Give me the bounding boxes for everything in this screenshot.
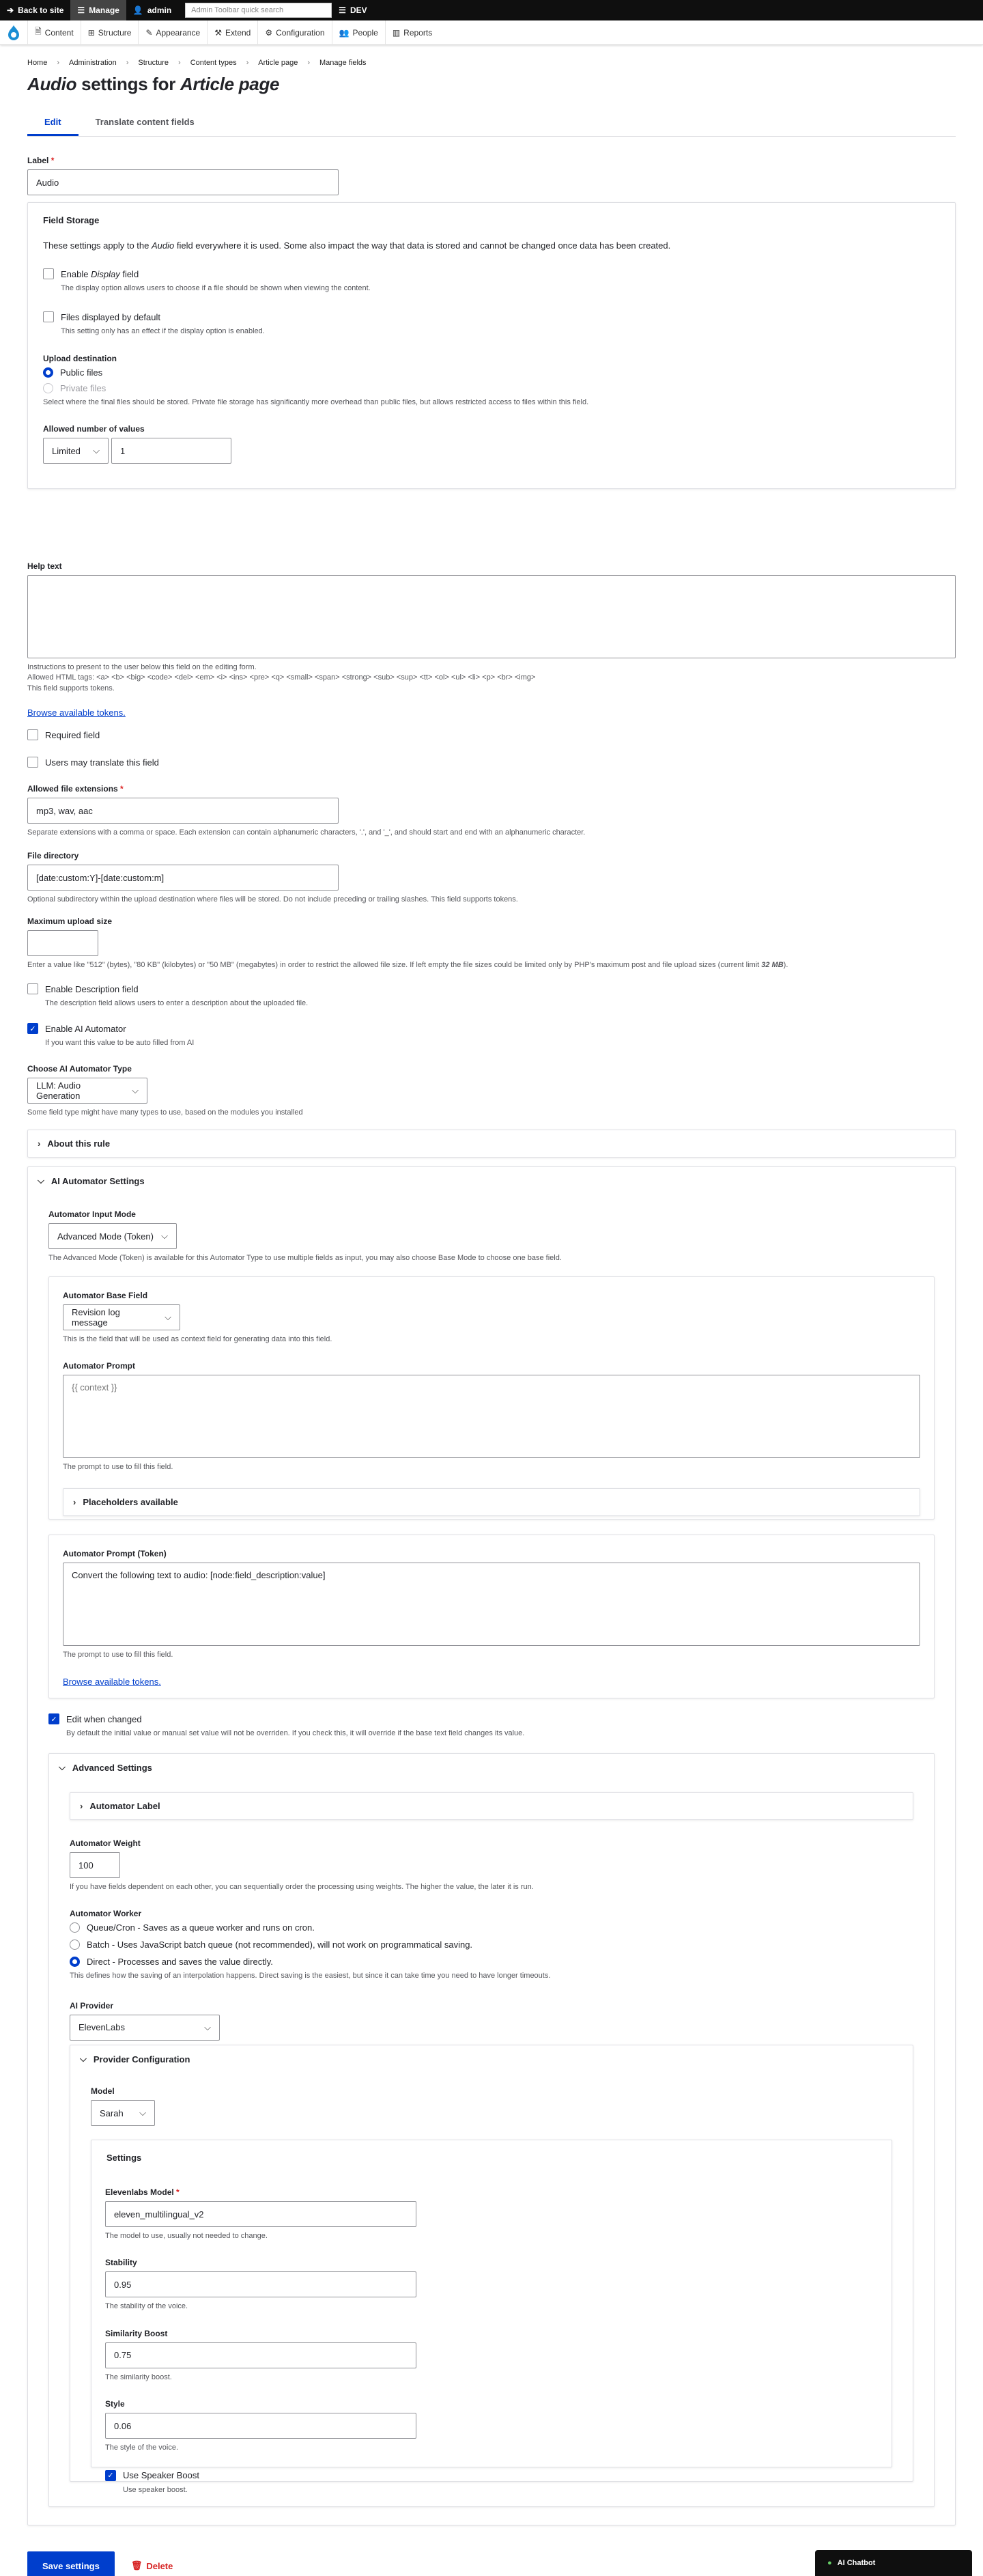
drupal-logo-icon[interactable] (0, 20, 27, 45)
weight-desc: If you have fields dependent on each other, you can sequentially order the processing using weights. The higher the value, the later it is run. (70, 1883, 534, 1891)
breadcrumb-administration[interactable]: Administration (69, 59, 117, 67)
radio-private-files[interactable]: Private files (43, 383, 940, 393)
required-field-checkbox[interactable]: Required field (27, 729, 100, 740)
style-input[interactable]: 0.06 (105, 2413, 416, 2439)
token-prompt-textarea[interactable]: Convert the following text to audio: [node:field_description:value] (63, 1563, 920, 1646)
cardinality-select[interactable]: Limited ⌵ (43, 438, 109, 464)
radio-button[interactable] (70, 1957, 80, 1967)
chat-icon: ● (827, 2559, 832, 2567)
menu-reports[interactable]: ▥ Reports (385, 20, 439, 45)
worker-desc: This defines how the saving of an interpolation happens. Direct saving is the easiest, but since it can take time you need to have longer timeouts. (70, 1972, 551, 1980)
chevron-right-icon: › (38, 1138, 41, 1149)
token-mode-fieldset (48, 1535, 935, 1698)
allowed-number-label: Allowed number of values (43, 424, 145, 434)
chevron-down-icon: ⌵ (165, 1312, 171, 1322)
breadcrumb-structure[interactable]: Structure (138, 59, 169, 67)
enable-display-checkbox[interactable]: Enable Display field (43, 268, 940, 279)
user-tab[interactable]: 👤 admin (132, 5, 172, 15)
user-icon: 👤 (132, 5, 143, 15)
model-select[interactable]: Sarah ⌵ (91, 2100, 155, 2126)
back-to-site-link[interactable]: ➔ Back to site (7, 5, 64, 15)
placeholders-details[interactable]: › Placeholders available (63, 1488, 920, 1516)
file-directory-label: File directory (27, 851, 79, 860)
breadcrumb-separator: › (57, 59, 60, 67)
base-field-desc: This is the field that will be used as context field for generating data into this field. (63, 1335, 332, 1343)
provider-select[interactable]: ElevenLabs ⌵ (70, 2015, 220, 2041)
checkmark-icon[interactable]: ✓ (48, 1713, 59, 1724)
base-field-select[interactable]: Revision log message ⌵ (63, 1304, 180, 1330)
max-upload-label: Maximum upload size (27, 916, 113, 926)
menu-structure[interactable]: ⊞ Structure (81, 20, 139, 45)
field-storage-intro: These settings apply to the Audio field everywhere it is used. Some also impact the way that data is stored and cannot be changed once data has been created. (43, 240, 671, 251)
displayed-default-checkbox[interactable]: Files displayed by default (43, 311, 940, 322)
upload-destination-desc: Select where the final files should be stored. Private file storage has significantly more overhead than public files, but allows restricted access to files within this field. (43, 397, 589, 406)
speaker-boost-desc: Use speaker boost. (123, 2485, 188, 2494)
base-field-label: Automator Base Field (63, 1291, 148, 1300)
breadcrumb-manage-fields[interactable]: Manage fields (319, 59, 367, 67)
hamburger-icon: ☰ (77, 5, 85, 15)
help-text-label: Help text (27, 561, 62, 571)
appearance-icon: ✎ (145, 27, 153, 38)
menu-extend[interactable]: ⚒ Extend (207, 20, 257, 45)
base-mode-fieldset (48, 1276, 935, 1520)
admin-toolbar (0, 0, 983, 20)
model-label: Model (91, 2086, 115, 2096)
configuration-icon: ⚙ (265, 27, 273, 38)
similarity-desc: The similarity boost. (105, 2372, 172, 2381)
ai-type-label: Choose AI Automator Type (27, 1064, 132, 1074)
menu-people[interactable]: 👥 People (332, 20, 385, 45)
save-settings-button[interactable]: Save settings (27, 2551, 115, 2576)
advanced-settings-details (48, 1753, 935, 2507)
page-tabs (27, 110, 956, 137)
prompt-label: Automator Prompt (63, 1361, 135, 1371)
extensions-label: Allowed file extensions * (27, 784, 124, 794)
extend-icon: ⚒ (214, 27, 222, 38)
input-mode-desc: The Advanced Mode (Token) is available for this Automator Type to use multiple fields as input, you may also choose Base Mode to choose one base field. (48, 1254, 562, 1262)
radio-public-files[interactable]: Public files (43, 367, 940, 378)
stability-label: Stability (105, 2258, 137, 2268)
style-label: Style (105, 2399, 125, 2409)
browse-tokens-link[interactable]: Browse available tokens. (27, 708, 126, 718)
admin-menu-bar (0, 20, 983, 45)
stability-input[interactable]: 0.95 (105, 2271, 416, 2297)
chevron-down-icon: ⌵ (161, 1231, 168, 1241)
checkbox-box[interactable] (27, 983, 38, 994)
manage-tab[interactable]: ☰ Manage (70, 0, 126, 20)
prompt-textarea[interactable]: {{ context }} (63, 1375, 920, 1458)
chevron-down-icon: ⌵ (132, 1085, 139, 1095)
ai-automator-settings-summary[interactable]: ⌵ AI Automator Settings (38, 1175, 145, 1186)
token-browse-link[interactable]: Browse available tokens. (63, 1677, 161, 1688)
label-input[interactable]: Audio (27, 169, 339, 195)
breadcrumb-separator: › (246, 59, 249, 67)
radio-button[interactable] (43, 383, 53, 393)
breadcrumb-content-types[interactable]: Content types (190, 59, 237, 67)
menu-content[interactable]: 🗎 Content (27, 20, 81, 45)
chevron-right-icon: › (80, 1801, 83, 1811)
chevron-down-icon: ⌵ (80, 2054, 87, 2064)
page-title: Audio settings for Article page (27, 74, 280, 94)
advanced-settings-summary[interactable]: ⌵ Advanced Settings (59, 1762, 152, 1773)
enable-ai-automator-desc: If you want this value to be auto filled from AI (45, 1039, 195, 1047)
provider-configuration-details (70, 2045, 913, 2494)
elevenlabs-model-input[interactable]: eleven_multilingual_v2 (105, 2201, 416, 2227)
edit-when-changed-desc: By default the initial value or manual set value will not be overriden. If you check this, it will override if the base text field changes its value. (66, 1729, 525, 1737)
provider-label: AI Provider (70, 2000, 114, 2011)
checkbox-box[interactable] (27, 729, 38, 740)
provider-configuration-summary[interactable]: ⌵ Provider Configuration (80, 2054, 190, 2064)
people-icon: 👥 (339, 27, 350, 38)
radio-worker-batch[interactable]: Batch - Uses JavaScript batch queue (not recommended), will not work on programmatical saving. (70, 1940, 913, 1950)
cardinality-number-input[interactable]: 1 (111, 438, 231, 464)
weight-input[interactable]: 100 (70, 1852, 120, 1878)
label-field-label: Label * (27, 156, 55, 165)
radio-button[interactable] (70, 1940, 80, 1950)
checkbox-box[interactable] (27, 757, 38, 768)
similarity-label: Similarity Boost (105, 2328, 168, 2338)
radio-button[interactable] (43, 367, 53, 378)
enable-ai-automator-checkbox[interactable]: ✓ Enable AI Automator (27, 1023, 194, 1034)
chevron-right-icon: › (73, 1496, 76, 1507)
chevron-down-icon: ⌵ (38, 1175, 44, 1186)
style-desc: The style of the voice. (105, 2444, 178, 2452)
tab-translate[interactable]: Translate content fields (95, 117, 195, 127)
breadcrumb-home[interactable]: Home (27, 59, 48, 67)
checkmark-icon[interactable]: ✓ (105, 2470, 116, 2481)
similarity-input[interactable]: 0.75 (105, 2342, 416, 2368)
env-indicator[interactable]: ☰ DEV (339, 5, 367, 15)
breadcrumb-separator: › (307, 59, 311, 67)
token-prompt-label: Automator Prompt (Token) (63, 1549, 167, 1558)
translate-checkbox[interactable]: Users may translate this field (27, 757, 159, 768)
worker-label: Automator Worker (70, 1909, 142, 1919)
toolbar-search-input[interactable]: Admin Toolbar quick search (185, 3, 332, 18)
settings-title: Settings (106, 2153, 142, 2163)
chevron-down-icon: ⌵ (139, 2108, 146, 2118)
enable-description-desc: The description field allows users to enter a description about the uploaded file. (45, 999, 309, 1007)
breadcrumb (27, 59, 956, 67)
upload-destination-label: Upload destination (43, 353, 117, 363)
elevenlabs-model-desc: The model to use, usually not needed to change. (105, 2232, 268, 2240)
breadcrumb-separator: › (178, 59, 181, 67)
back-arrow-icon: ➔ (7, 5, 14, 15)
help-text-desc: Instructions to present to the user below this field on the editing form. Allowed HTML tags: <a> <b> <big> <code> <del> <em> <i> <ins> <pre> <q> <small> <span> <strong> <sub> <sup> <tt> <ol> <ul> <li> <p> <br> <img> This field supports tokens. (27, 663, 536, 692)
trash-icon: 🗑 (130, 2560, 143, 2571)
extensions-input[interactable]: mp3, wav, aac (27, 798, 339, 824)
max-upload-input[interactable] (27, 930, 98, 956)
radio-worker-direct[interactable]: Direct - Processes and saves the value directly. (70, 1957, 913, 1967)
extensions-desc: Separate extensions with a comma or space. Each extension can contain alphanumeric characters, '.', and '_', and should start and end with an alphanumeric character. (27, 828, 586, 837)
speaker-boost-checkbox[interactable]: ✓ Use Speaker Boost (105, 2470, 878, 2481)
weight-label: Automator Weight (70, 1838, 141, 1848)
token-prompt-desc: The prompt to use to fill this field. (63, 1651, 173, 1659)
input-mode-select[interactable]: Advanced Mode (Token) ⌵ (48, 1223, 177, 1249)
breadcrumb-separator: › (126, 59, 129, 67)
menu-configuration[interactable]: ⚙ Configuration (257, 20, 331, 45)
radio-worker-queue[interactable]: Queue/Cron - Saves as a queue worker and runs on cron. (70, 1922, 913, 1933)
reports-icon: ▥ (392, 27, 401, 38)
checkbox-box[interactable] (43, 268, 54, 279)
edit-when-changed-checkbox[interactable]: ✓ Edit when changed (48, 1713, 524, 1724)
checkbox-box[interactable] (43, 311, 54, 322)
file-directory-input[interactable]: [date:custom:Y]-[date:custom:m] (27, 865, 339, 891)
breadcrumb-article-page[interactable]: Article page (258, 59, 298, 67)
elevenlabs-model-label: Elevenlabs Model * (105, 2187, 180, 2197)
radio-button[interactable] (70, 1922, 80, 1933)
about-this-rule-details[interactable]: › About this rule (27, 1130, 956, 1158)
settings-fieldset (91, 2140, 892, 2494)
menu-appearance[interactable]: ✎ Appearance (138, 20, 207, 45)
checkmark-icon[interactable]: ✓ (27, 1023, 38, 1034)
displayed-default-desc: This setting only has an effect if the display option is enabled. (61, 327, 265, 336)
ai-type-select[interactable]: LLM: Audio Generation ⌵ (27, 1078, 147, 1104)
content-icon: 🗎 (35, 27, 42, 36)
ai-type-desc: Some field type might have many types to use, based on the modules you installed (27, 1108, 303, 1117)
chevron-down-icon: ⌵ (59, 1762, 66, 1772)
field-storage-fieldset (27, 202, 956, 489)
automator-label-details[interactable]: › Automator Label (70, 1792, 913, 1820)
max-upload-desc: Enter a value like "512" (bytes), "80 KB" (kilobytes) or "50 MB" (megabytes) in order to restrict the allowed file size. If left empty the file sizes could be limited only by PHP's maximum post and file upload sizes (current limit 32 MB). (27, 961, 788, 969)
file-directory-desc: Optional subdirectory within the upload destination where files will be stored. Do not include preceding or trailing slashes. This field supports tokens. (27, 895, 518, 904)
tab-edit[interactable]: Edit (27, 110, 79, 136)
help-text-textarea[interactable] (27, 575, 956, 658)
enable-display-desc: The display option allows users to choose if a file should be shown when viewing the content. (61, 284, 371, 292)
prompt-desc: The prompt to use to fill this field. (63, 1463, 173, 1472)
ai-chatbot-button[interactable]: ● AI Chatbot (815, 2550, 972, 2576)
chevron-down-icon: ⌵ (204, 2021, 211, 2032)
enable-description-checkbox[interactable]: Enable Description field (27, 983, 308, 994)
delete-link[interactable]: 🗑 Delete (130, 2560, 173, 2571)
stability-desc: The stability of the voice. (105, 2302, 188, 2311)
menu-icon: ☰ (339, 5, 346, 15)
input-mode-label: Automator Input Mode (48, 1209, 136, 1219)
chevron-down-icon: ⌵ (93, 445, 100, 456)
form-actions (27, 2551, 173, 2576)
field-storage-title: Field Storage (43, 215, 100, 225)
structure-icon: ⊞ (87, 27, 95, 38)
ai-automator-settings-details (27, 1166, 956, 2525)
